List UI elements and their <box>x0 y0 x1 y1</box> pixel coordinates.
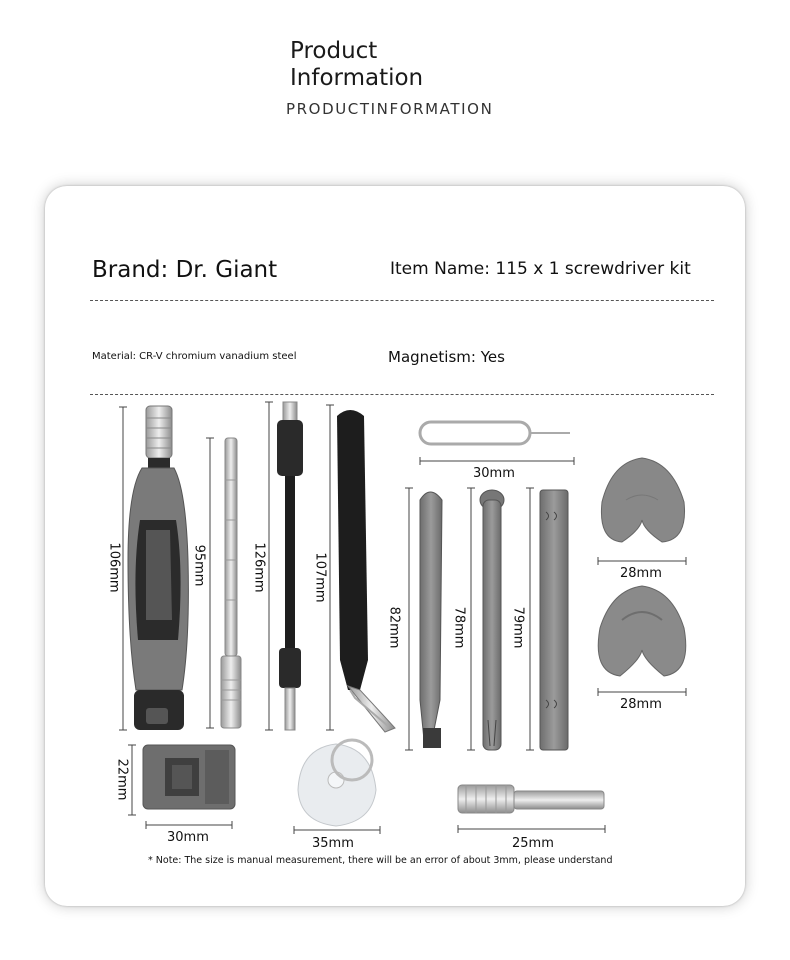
measurement-note: * Note: The size is manual measurement, there will be an error of about 3mm, please understand <box>148 855 613 866</box>
dim-suction-cup: 35mm <box>312 836 354 851</box>
screwdriver-handle-icon <box>128 406 188 730</box>
dim-tweezers: 107mm <box>312 552 328 603</box>
dim-pry-bar: 79mm <box>510 606 526 649</box>
material-label: Material: CR-V chromium vanadium steel <box>92 351 297 362</box>
dim-triangle-pick-1: 28mm <box>620 566 662 581</box>
spudger-icon <box>420 492 442 748</box>
dim-magnetizer-width: 30mm <box>167 830 209 845</box>
bit-adapter-icon <box>458 785 604 813</box>
flex-shaft-icon <box>277 402 303 730</box>
magnetizer-icon <box>143 745 235 809</box>
title-line-1: Product <box>290 38 378 64</box>
magnetism-label: Magnetism: Yes <box>388 348 505 366</box>
dim-sim-pin: 30mm <box>473 466 515 481</box>
dim-handle: 106mm <box>106 542 122 593</box>
triangle-pick-icon <box>601 458 684 542</box>
dim-extension-bar: 95mm <box>191 544 207 587</box>
spudger-icon-2 <box>480 490 504 750</box>
tweezers-icon <box>337 410 395 732</box>
extension-bar-icon <box>221 438 241 728</box>
item-name-label: Item Name: 115 x 1 screwdriver kit <box>390 259 691 279</box>
dim-magnetizer-height: 22mm <box>114 758 130 801</box>
page-subtitle: PRODUCTINFORMATION <box>286 100 494 118</box>
suction-cup-icon <box>298 740 376 826</box>
sim-pin-icon <box>420 422 570 444</box>
title-line-2: Information <box>290 65 424 91</box>
dim-flex-shaft: 126mm <box>251 542 267 593</box>
brand-label: Brand: Dr. Giant <box>92 257 278 283</box>
dim-triangle-pick-2: 28mm <box>620 697 662 712</box>
dim-bit-adapter: 25mm <box>512 836 554 851</box>
pry-bar-icon <box>540 490 568 750</box>
dim-spudger-2: 78mm <box>451 606 467 649</box>
triangle-pick-icon-2 <box>598 586 686 676</box>
dim-spudger-1: 82mm <box>386 606 402 649</box>
